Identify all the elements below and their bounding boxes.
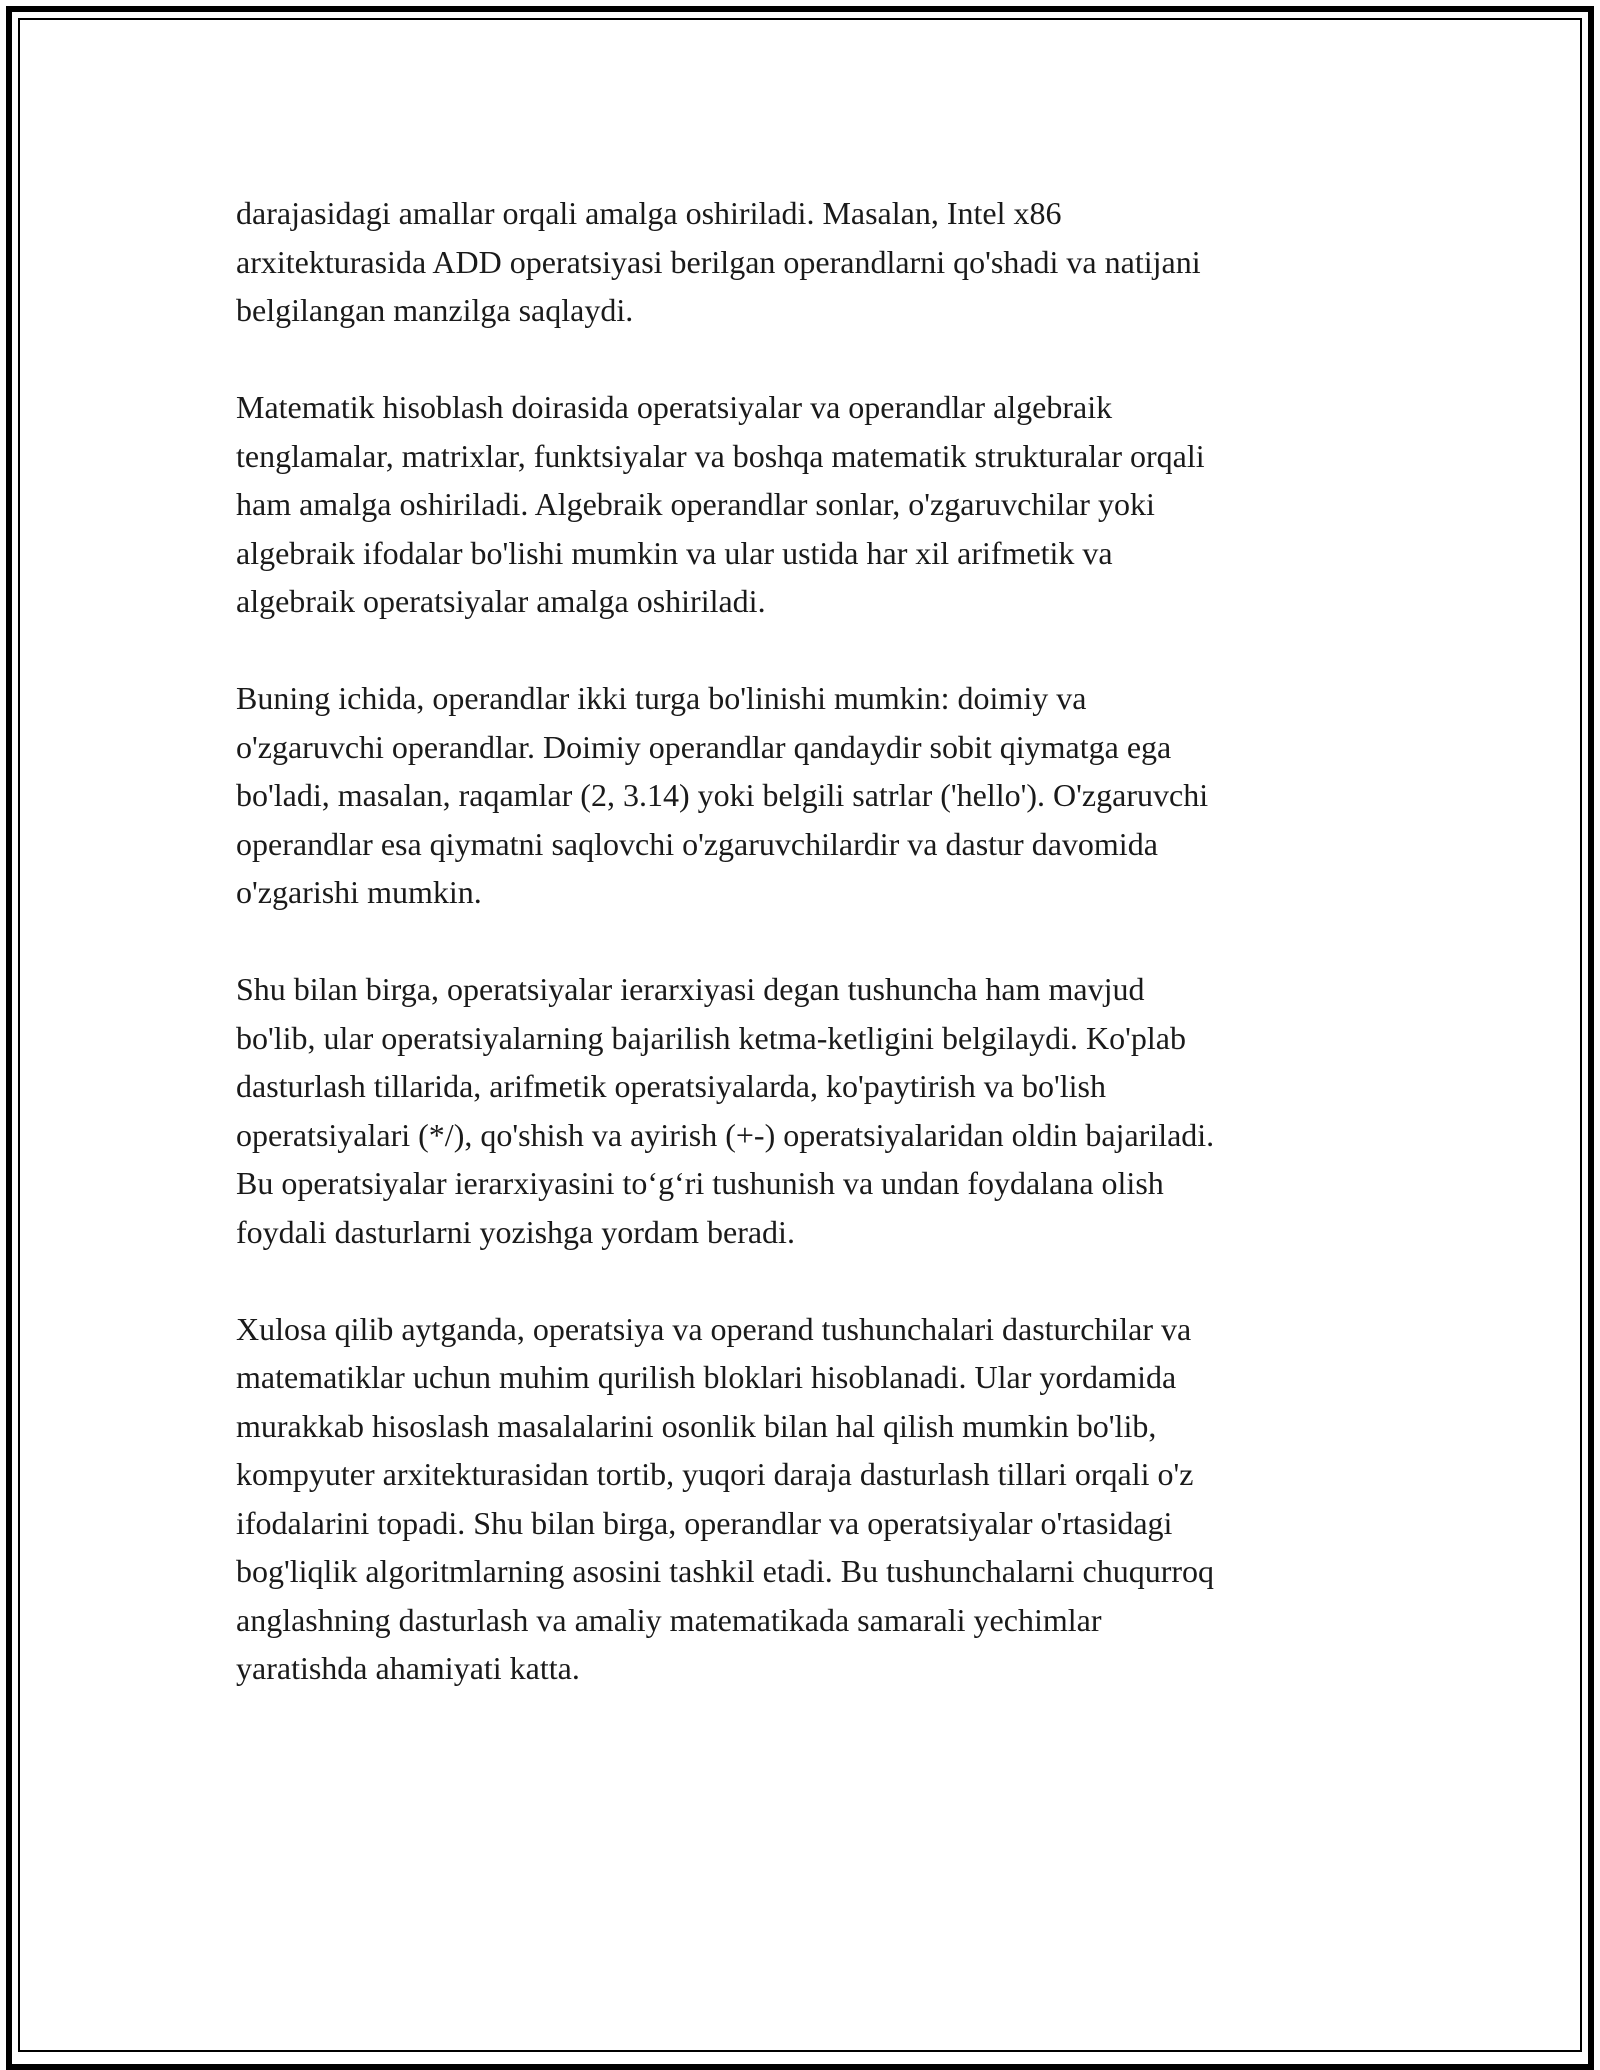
paragraph-1: darajasidagi amallar orqali amalga oshiriladi. Masalan, Intel x86 arxitekturasida ADD operatsiyasi berilgan operandlarni qo'shadi va natijani belgilangan manzilga saqlaydi.	[236, 195, 1201, 328]
paragraph-2: Matematik hisoblash doirasida operatsiyalar va operandlar algebraik tenglamalar, matrixlar, funktsiyalar va boshqa matematik strukturalar orqali ham amalga oshiriladi. Algebraik operandlar sonlar, o'zgaruvchilar yoki algebraik ifodalar bo'lishi mumkin va ular ustida har xil arifmetik va algebraik operatsiyalar amalga oshiriladi.	[236, 389, 1205, 619]
document-body	[236, 189, 1376, 1741]
paragraph-4: Shu bilan birga, operatsiyalar ierarxiyasi degan tushuncha ham mavjud bo'lib, ular operatsiyalarning bajarilish ketma-ketligini belgilaydi. Ko'plab dasturlash tillarida, arifmetik operatsiyalarda, ko'paytirish va bo'lish operatsiyalari (*/), qo'shish va ayirish (+-) operatsiyalaridan oldin bajariladi. Bu operatsiyalar ierarxiyasini to‘g‘ri tushunish va undan foydalana olish foydali dasturlarni yozishga yordam beradi.	[236, 971, 1215, 1250]
paragraph-5: Xulosa qilib aytganda, operatsiya va operand tushunchalari dasturchilar va matematiklar uchun muhim qurilish bloklari hisoblanadi. Ular yordamida murakkab hisoslash masalalarini osonlik bilan hal qilish mumkin bo'lib, kompyuter arxitekturasidan tortib, yuqori daraja dasturlash tillari orqali o'z ifodalarini topadi. Shu bilan birga, operandlar va operatsiyalar o'rtasidagi bog'liqlik algoritmlarning asosini tashkil etadi. Bu tushunchalarni chuqurroq anglashning dasturlash va amaliy matematikada samarali yechimlar yaratishda ahamiyati katta.	[236, 1310, 1215, 1686]
paragraph-3: Buning ichida, operandlar ikki turga bo'linishi mumkin: doimiy va o'zgaruvchi operandlar. Doimiy operandlar qandaydir sobit qiymatga ega bo'ladi, masalan, raqamlar (2, 3.14) yoki belgili satrlar ('hello'). O'zgaruvchi operandlar esa qiymatni saqlovchi o'zgaruvchilardir va dastur davomida o'zgarishi mumkin.	[236, 680, 1209, 910]
